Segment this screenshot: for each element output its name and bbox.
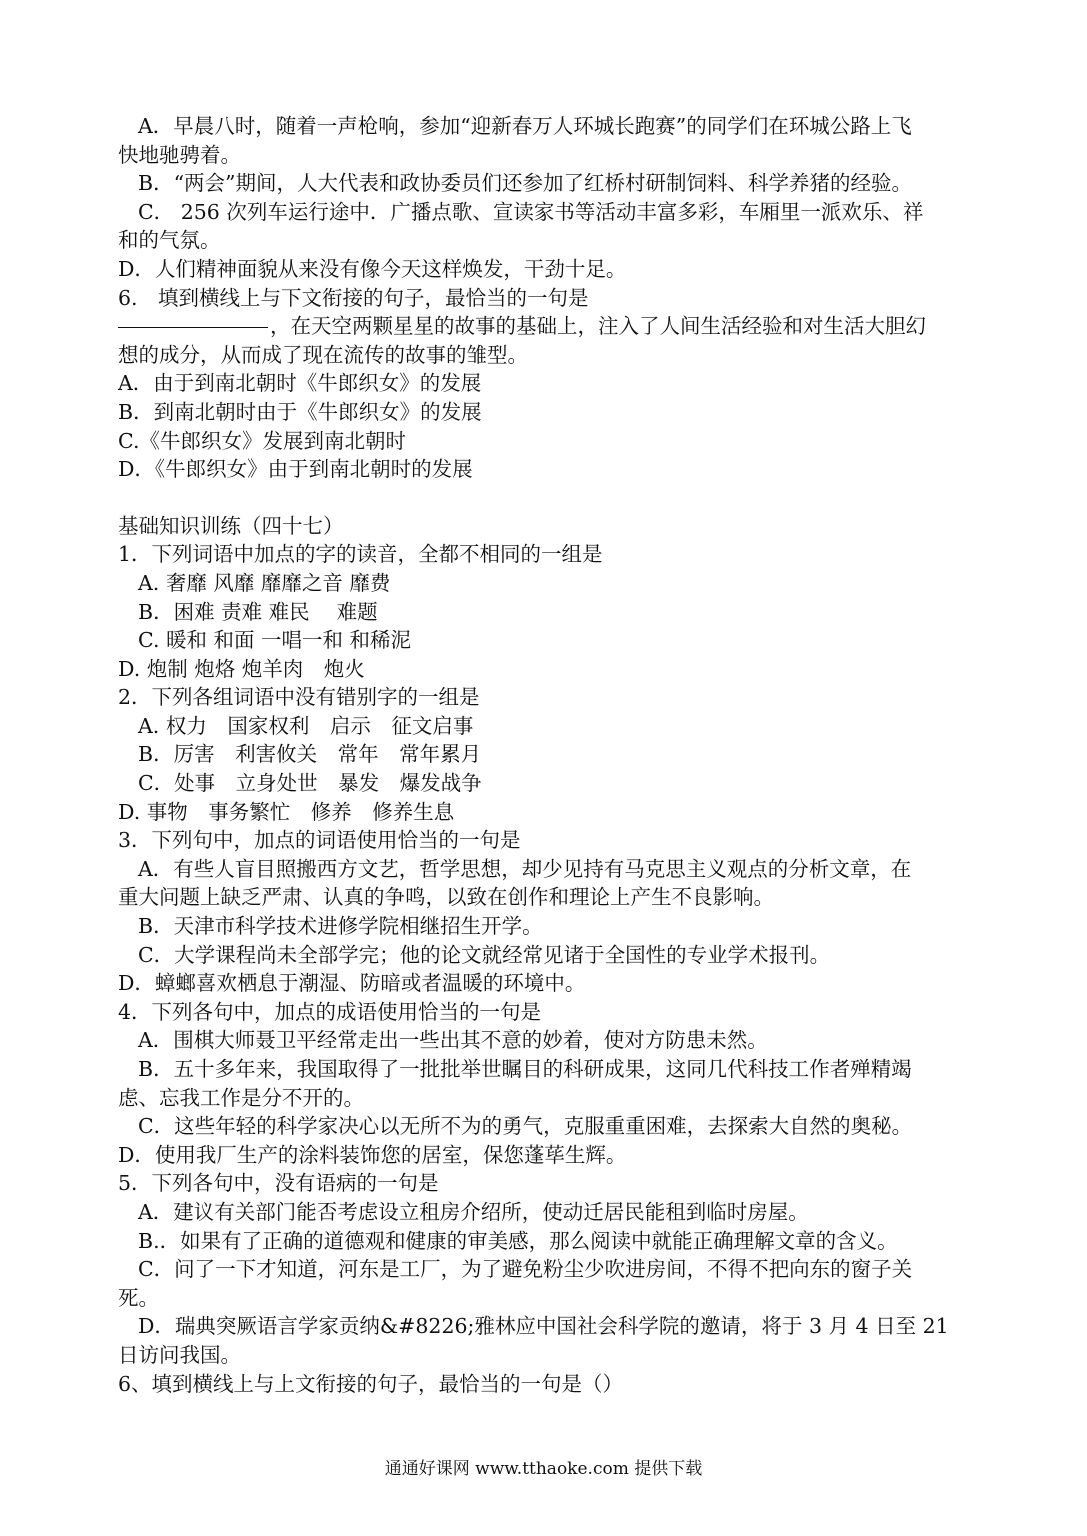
text-line bbox=[118, 712, 970, 741]
line-text: B．困难 责难 难民 难题 bbox=[138, 599, 378, 624]
line-text: A．有些人盲目照搬西方文艺，哲学思想，却少见持有马克思主义观点的分析文章，在 bbox=[138, 856, 912, 881]
text-line bbox=[118, 598, 970, 627]
text-line bbox=[118, 540, 970, 569]
line-text: B．五十多年来，我国取得了一批批举世瞩目的科研成果，这同几代科技工作者殚精竭 bbox=[138, 1057, 912, 1081]
line-text: B．“两会”期间，人大代表和政协委员们还参加了红桥村研制饲料、科学养猪的经验。 bbox=[138, 171, 913, 196]
line-text: D．《牛郎织女》由于到南北朝时的发展 bbox=[118, 457, 473, 482]
text-line bbox=[118, 255, 970, 284]
text-line bbox=[118, 1141, 970, 1170]
line-text: 日访问我国。 bbox=[118, 1342, 241, 1367]
text-line bbox=[118, 941, 970, 970]
line-text: 3．下列句中，加点的词语使用恰当的一句是 bbox=[118, 828, 521, 853]
line-text: ，在天空两颗星星的故事的基础上，注入了人间生活经验和对生活大胆幻 bbox=[270, 314, 926, 339]
text-line bbox=[118, 683, 970, 712]
line-text: 基础知识训练（四十七） bbox=[118, 513, 344, 538]
line-text: C．这些年轻的科学家决心以无所不为的勇气，克服重重困难，去探索大自然的奥秘。 bbox=[138, 1114, 913, 1139]
text-line bbox=[118, 1169, 970, 1198]
text-line bbox=[118, 740, 970, 769]
text-line bbox=[118, 427, 970, 456]
text-line bbox=[118, 455, 970, 484]
text-line bbox=[118, 1055, 970, 1084]
text-line bbox=[118, 798, 970, 827]
text-line bbox=[118, 769, 970, 798]
line-text: D. 事物 事务繁忙 修养 修养生息 bbox=[118, 799, 455, 824]
line-text: C． 256 次列车运行途中．广播点歌、宣读家书等活动丰富多彩，车厢里一派欢乐、祥 bbox=[138, 199, 924, 224]
line-text: C．处事 立身处世 暴发 爆发战争 bbox=[138, 771, 482, 796]
text-line bbox=[118, 626, 970, 655]
text-line bbox=[118, 1370, 970, 1399]
text-line bbox=[118, 284, 970, 313]
line-text: C. 暖和 和面 一唱一和 和稀泥 bbox=[138, 628, 412, 653]
line-text: 想的成分，从而成了现在流传的故事的雏型。 bbox=[118, 342, 528, 367]
text-line bbox=[118, 169, 970, 198]
text-line bbox=[118, 1255, 970, 1284]
section-gap bbox=[118, 484, 970, 512]
text-line bbox=[118, 341, 970, 370]
text-line bbox=[118, 855, 970, 884]
line-text: D．蟑螂喜欢栖息于潮湿、防暗或者温暖的环境中。 bbox=[118, 971, 586, 996]
text-line bbox=[118, 141, 970, 170]
document-body bbox=[118, 112, 970, 1398]
text-line bbox=[118, 512, 970, 541]
text-line bbox=[118, 1112, 970, 1141]
line-text: 重大问题上缺乏严肃、认真的争鸣，以致在创作和理论上产生不良影响。 bbox=[118, 885, 774, 910]
text-line bbox=[118, 912, 970, 941]
text-line bbox=[118, 369, 970, 398]
line-text: D．使用我厂生产的涂料装饰您的居室，保您蓬荜生辉。 bbox=[118, 1142, 627, 1167]
text-line bbox=[118, 1084, 970, 1113]
line-text: 死。 bbox=[118, 1285, 159, 1310]
line-text: A. 奢靡 风靡 靡靡之音 靡费 bbox=[138, 570, 391, 595]
text-line bbox=[118, 998, 970, 1027]
line-text: 虑、忘我工作是分不开的。 bbox=[118, 1085, 364, 1110]
line-text: A．由于到南北朝时《牛郎织女》的发展 bbox=[118, 371, 482, 396]
text-line bbox=[118, 312, 970, 341]
line-text: D．瑞典突厥语言学家贡纳&#8226;雅林应中国社会科学院的邀请，将于 3 月 4 日至 21 bbox=[138, 1314, 949, 1339]
line-text: B．到南北朝时由于《牛郎织女》的发展 bbox=[118, 399, 482, 424]
line-text: 快地驰骋着。 bbox=[118, 142, 241, 167]
text-line bbox=[118, 1026, 970, 1055]
text-line bbox=[118, 826, 970, 855]
line-text: 6. 填到横线上与下文衔接的句子，最恰当的一句是 bbox=[118, 285, 589, 310]
text-line bbox=[118, 569, 970, 598]
line-text: 和的气氛。 bbox=[118, 228, 221, 253]
line-text: 2．下列各组词语中没有错别字的一组是 bbox=[118, 685, 480, 710]
text-line bbox=[118, 112, 970, 141]
text-line bbox=[118, 1284, 970, 1313]
line-text: C．大学课程尚未全部学完；他的论文就经常见诸于全国性的专业学术报刊。 bbox=[138, 942, 831, 967]
page-footer: 通通好课网 www.tthaoke.com 提供下载 bbox=[384, 1459, 703, 1479]
fill-blank-line bbox=[118, 327, 268, 328]
line-text: D. 炮制 炮烙 炮羊肉 炮火 bbox=[118, 656, 365, 681]
line-text: A．围棋大师聂卫平经常走出一些出其不意的妙着，使对方防患未然。 bbox=[138, 1028, 768, 1053]
text-line bbox=[118, 969, 970, 998]
text-line bbox=[118, 198, 970, 227]
text-line bbox=[118, 883, 970, 912]
text-line bbox=[118, 1341, 970, 1370]
line-text: 1．下列词语中加点的字的读音，全都不相同的一组是 bbox=[118, 542, 603, 567]
line-text: B.．如果有了正确的道德观和健康的审美感，那么阅读中就能正确理解文章的含义。 bbox=[138, 1228, 898, 1253]
line-text: B．厉害 利害攸关 常年 常年累月 bbox=[138, 742, 482, 767]
line-text: C.《牛郎织女》发展到南北朝时 bbox=[118, 428, 406, 453]
text-line bbox=[118, 398, 970, 427]
line-text: B．天津市科学技术进修学院相继招生开学。 bbox=[138, 914, 543, 939]
text-line bbox=[118, 1227, 970, 1256]
line-text: A．早晨八时，随着一声枪响，参加“迎新春万人环城长跑赛”的同学们在环城公路上飞 bbox=[138, 114, 912, 138]
line-text: A．建议有关部门能否考虑设立租房介绍所，使动迁居民能租到临时房屋。 bbox=[138, 1199, 809, 1224]
text-line bbox=[118, 1312, 970, 1341]
line-text: C．问了一下才知道，河东是工厂，为了避免粉尘少吹进房间，不得不把向东的窗子关 bbox=[138, 1257, 913, 1282]
text-line bbox=[118, 655, 970, 684]
line-text: D．人们精神面貌从来没有像今天这样焕发，干劲十足。 bbox=[118, 256, 627, 281]
text-line bbox=[118, 1198, 970, 1227]
line-text: 6、填到横线上与上文衔接的句子，最恰当的一句是（） bbox=[118, 1371, 624, 1396]
text-line bbox=[118, 226, 970, 255]
line-text: 5．下列各句中，没有语病的一句是 bbox=[118, 1171, 439, 1196]
line-text: 4．下列各句中，加点的成语使用恰当的一句是 bbox=[118, 999, 542, 1024]
line-text: A. 权力 国家权利 启示 征文启事 bbox=[138, 713, 474, 738]
